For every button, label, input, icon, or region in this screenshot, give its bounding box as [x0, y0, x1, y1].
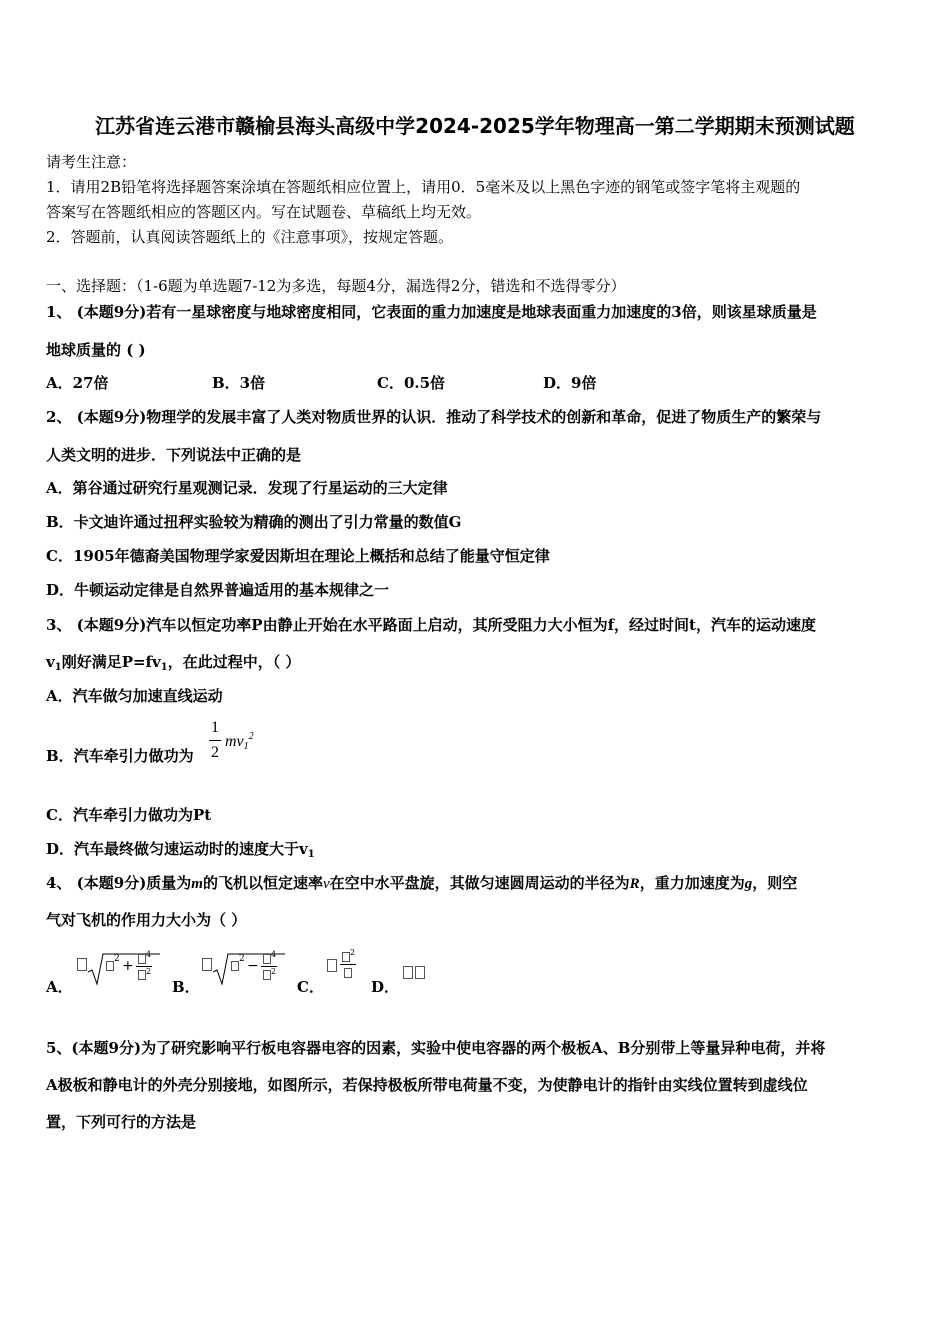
q5-stem-line2: A极板和静电计的外壳分别接地，如图所示，若保持极板所带电荷量不变，为使静电计的指针由实线位置转到虚线位 — [46, 1076, 808, 1094]
formula-glyph — [138, 954, 146, 964]
formula-glyph — [231, 961, 239, 971]
q4-r-symbol: R — [629, 876, 640, 892]
formula-plus: + — [122, 958, 134, 974]
q4-text-c: 在空中水平盘旋，其做匀速圆周运动的半径为 — [329, 874, 630, 892]
formula-exp: 4 — [146, 950, 152, 959]
q4-text-e: ，则空 — [752, 874, 798, 892]
formula-glyph — [342, 952, 350, 962]
formula-minus: − — [247, 958, 259, 974]
formula-exp: 2 — [271, 967, 277, 976]
q2-option-a: A．第谷通过研究行星观测记录．发现了行星运动的三大定律 — [46, 479, 448, 497]
q3-option-b: B．汽车牵引力做功为 — [46, 747, 194, 765]
formula-glyph — [77, 958, 87, 971]
q4-text-d: ，重力加速度为 — [639, 874, 745, 892]
q3-v-sub: 1 — [54, 662, 62, 673]
q4-stem-line2: 气对飞机的作用力大小为（ ） — [46, 911, 247, 929]
q3-option-d — [46, 839, 315, 865]
q3-stem-line2 — [46, 652, 300, 678]
q4-option-d-formula — [402, 966, 428, 982]
q4-stem-line1 — [46, 873, 797, 894]
q3-option-a: A．汽车做匀加速直线运动 — [46, 687, 223, 705]
q4-g-symbol: g — [744, 876, 753, 892]
q1-option-a: A．27倍 — [46, 374, 109, 392]
q3-frac-den: 2 — [211, 744, 219, 761]
formula-glyph — [202, 958, 212, 971]
q4-option-b: B． — [172, 978, 200, 996]
q3-option-b-expr — [225, 731, 254, 752]
q2-option-d: D．牛顿运动定律是自然界普遍适用的基本规律之一 — [46, 581, 390, 599]
q3-option-c: C．汽车牵引力做功为Pt — [46, 806, 212, 824]
q1-option-b: B．3倍 — [212, 374, 266, 392]
formula-glyph — [344, 968, 352, 978]
notice-line-2: 答案写在答题纸相应的答题区内。写在试题卷、草稿纸上均无效。 — [46, 203, 482, 221]
formula-exp: 2 — [350, 948, 356, 957]
q4-text-b: 的飞机以恒定速率 — [202, 874, 323, 892]
q2-option-c: C．1905年德裔美国物理学家爱因斯坦在理论上概括和总结了能量守恒定律 — [46, 547, 550, 565]
formula-glyph — [403, 966, 413, 979]
q5-stem-line1: 5、(本题9分)为了研究影响平行板电容器电容的因素，实验中使电容器的两个极板A、B分别带上等量异种电荷，并将 — [46, 1039, 826, 1057]
q4-m-symbol: m — [191, 876, 203, 892]
q3-option-d-text: D．汽车最终做匀速运动时的速度大于v — [46, 840, 308, 858]
q3-mv: mv — [225, 733, 244, 750]
q3-frac-num: 1 — [211, 719, 219, 736]
q1-option-c: C．0.5倍 — [377, 374, 446, 392]
q4-option-b-formula — [201, 952, 286, 988]
q5-stem-line3: 置，下列可行的方法是 — [46, 1113, 197, 1131]
q3-stem-line1: 3、 (本题9分)汽车以恒定功率P由静止开始在水平路面上启动，其所受阻力大小恒为f，经过时间t，汽车的运动速度 — [46, 616, 816, 634]
q4-option-d: D． — [371, 978, 400, 996]
notice-heading: 请考生注意： — [46, 153, 137, 171]
section-heading: 一、选择题：（1-6题为单选题7-12为多选，每题4分，漏选得2分，错选和不选得零分） — [46, 277, 626, 295]
q4-option-c: C． — [297, 978, 324, 996]
formula-glyph — [415, 966, 425, 979]
q2-stem-line1: 2、 (本题9分)物理学的发展丰富了人类对物质世界的认识．推动了科学技术的创新和革命，促进了物质生产的繁荣与 — [46, 408, 822, 426]
notice-line-3: 2．答题前，认真阅读答题纸上的《注意事项》，按规定答题。 — [46, 228, 454, 246]
formula-exp: 2 — [239, 954, 245, 964]
q4-option-a-formula — [76, 952, 161, 988]
q4-v-symbol: v — [322, 876, 330, 892]
formula-glyph — [327, 959, 337, 972]
formula-exp: 2 — [114, 954, 120, 964]
formula-exp: 4 — [271, 950, 277, 959]
q3-v-sub-2: 1 — [160, 662, 168, 673]
formula-glyph — [138, 970, 146, 980]
q3-v-symbol: v — [46, 653, 55, 671]
formula-glyph — [263, 970, 271, 980]
q1-stem-line2: 地球质量的 ( ) — [46, 341, 146, 359]
q4-option-c-formula — [326, 950, 358, 982]
q3-option-d-sub: 1 — [307, 849, 315, 860]
q1-option-d: D．9倍 — [543, 374, 597, 392]
page-title: 江苏省连云港市赣榆县海头高级中学2024-2025学年物理高一第二学期期末预测试题 — [95, 114, 855, 138]
q3-frac-bar — [209, 740, 221, 741]
q1-stem-line1: 1、 (本题9分)若有一星球密度与地球密度相同，它表面的重力加速度是地球表面重力加速度的3倍，则该星球质量是 — [46, 303, 817, 321]
q3-mv-sup: 2 — [248, 731, 254, 742]
q3-stem-text-2: ，在此过程中，（ ） — [167, 653, 301, 671]
notice-line-1: 1．请用2B铅笔将选择题答案涂填在答题纸相应位置上，请用0．5毫米及以上黑色字迹的钢笔或签字笔将主观题的 — [46, 178, 801, 196]
q4-option-a: A． — [46, 978, 73, 996]
q2-stem-line2: 人类文明的进步．下列说法中正确的是 — [46, 446, 302, 464]
q4-text-a: 4、 (本题9分)质量为 — [46, 874, 192, 892]
q3-stem-text: 刚好满足P=fv — [61, 653, 161, 671]
formula-bar — [340, 964, 356, 965]
formula-glyph — [106, 961, 114, 971]
formula-exp: 2 — [146, 967, 152, 976]
formula-glyph — [263, 954, 271, 964]
q2-option-b: B．卡文迪许通过扭秤实验较为精确的测出了引力常量的数值G — [46, 513, 462, 531]
q3-mv-sub: 1 — [243, 741, 249, 752]
